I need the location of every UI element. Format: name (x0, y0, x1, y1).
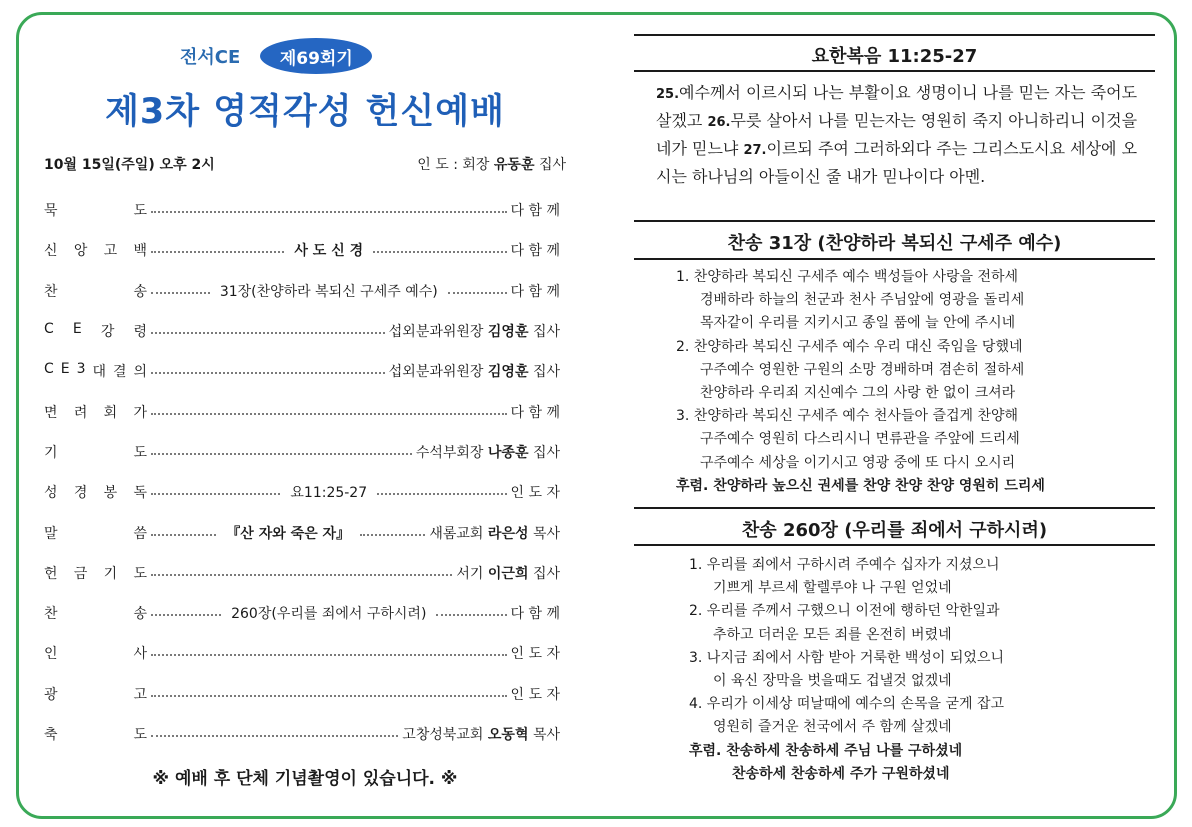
person-name: 이근희 (487, 565, 529, 582)
order-label-char: 기 (103, 565, 118, 582)
order-label (44, 200, 147, 220)
org-name: 전서CE (180, 47, 241, 68)
order-label-char: 앙 (73, 243, 88, 260)
photo-note: ※ 예배 후 단체 기념촬영이 있습니다. ※ (152, 769, 458, 789)
dot-leader (151, 332, 385, 334)
person-role: 다 함 께 (510, 283, 561, 300)
order-item-detail: 요11:25-27 (290, 485, 368, 502)
dot-leader (448, 292, 507, 294)
person-name: 라은성 (487, 525, 529, 542)
order-label (44, 361, 147, 381)
order-label (44, 643, 147, 663)
person-role: 수석부회장 (415, 444, 484, 461)
dot-leader (360, 534, 425, 536)
order-label-char: 의 (133, 364, 147, 381)
order-label-char: 성 (44, 485, 58, 502)
person-name: 김영훈 (487, 364, 529, 381)
order-label-char: 경 (73, 485, 88, 502)
session-badge: 제69회기 (260, 38, 372, 74)
dot-leader (151, 211, 507, 213)
person-role: 다 함 께 (510, 404, 560, 421)
order-row (44, 674, 560, 714)
person-role: 다 함 께 (510, 243, 561, 260)
leader-prefix: 인 도 : 회장 (417, 157, 490, 173)
dot-leader (151, 654, 507, 656)
order-item-detail: 260장(우리를 죄에서 구하시려) (231, 606, 427, 623)
person-title: 집사 (532, 444, 560, 461)
order-row (44, 190, 560, 230)
order-label-char: 독 (133, 485, 147, 502)
order-person (511, 482, 560, 502)
divider-line (634, 258, 1155, 260)
person-title: 목사 (532, 525, 561, 542)
order-label-char: 금 (73, 565, 88, 582)
lyric-line: 경배하라 하늘의 천군과 천사 주님앞에 영광을 돌리세 (700, 292, 1025, 309)
person-name: 김영훈 (487, 324, 529, 341)
order-person (511, 684, 560, 704)
order-label-char: 헌 (44, 565, 58, 582)
lyric-line: 4. 우리가 이세상 떠날때에 예수의 손목을 굳게 잡고 (689, 696, 1004, 713)
service-title: 제3차 영적각성 헌신예배 (105, 92, 505, 132)
person-role: 섭외분과위원장 (388, 324, 484, 341)
order-label-char: 송 (133, 283, 147, 300)
order-person (456, 563, 560, 583)
order-row (44, 472, 560, 512)
order-label-char: 축 (44, 727, 58, 743)
order-item-detail: 31장(찬양하라 복되신 구세주 예수) (219, 283, 438, 300)
divider-line (634, 544, 1155, 546)
order-person (511, 402, 560, 422)
refrain-line: 찬송하세 찬송하세 주가 구원하셨네 (732, 765, 950, 782)
order-label-char: 도 (133, 727, 147, 743)
order-row (44, 230, 560, 270)
order-label (44, 321, 147, 341)
order-label-char: C (44, 361, 54, 378)
lyric-line: 1. 찬양하라 복되신 구세주 예수 백성들아 사랑을 전하세 (676, 269, 1019, 285)
person-role: 인 도 자 (510, 646, 560, 663)
order-label-char: 찬 (44, 606, 58, 623)
dot-leader (436, 614, 506, 616)
lyric-line: 찬양하라 우리죄 지신예수 그의 사랑 한 없이 크셔라 (700, 385, 1016, 402)
order-label (44, 684, 147, 704)
order-label-char: 묵 (44, 203, 58, 220)
order-label-char: 도 (133, 565, 147, 582)
order-person (389, 321, 560, 341)
lyric-line: 구주예수 영원히 다스리시니 면류관을 주앞에 드리세 (700, 431, 1020, 448)
order-label-char: 결 (112, 364, 127, 381)
order-label-char: 강 (100, 324, 115, 341)
order-label-char: E (72, 321, 82, 338)
header-top-row (180, 38, 372, 74)
dot-leader (151, 292, 210, 294)
order-person (511, 240, 560, 260)
order-row (44, 351, 560, 391)
leader-suffix: 집사 (538, 157, 566, 173)
order-label-char: 고 (133, 686, 147, 703)
person-title: 목사 (532, 727, 560, 743)
order-person (511, 643, 560, 663)
order-row (44, 311, 560, 351)
lyric-line: 3. 나지금 죄에서 사함 받아 거룩한 백성이 되었으니 (689, 649, 1004, 666)
order-row (44, 391, 560, 431)
order-row (44, 553, 560, 593)
leader-name: 유동훈 (493, 157, 535, 173)
verse-text: 이르되 주여 그러하외다 주는 그리스도시요 세상에 오시는 하나님의 아들이신 줄 내가 믿나이다 아멘. (656, 139, 1138, 186)
order-label (44, 482, 147, 502)
order-label (44, 281, 147, 301)
lyric-line: 기쁘게 부르세 할렐루야 나 구원 얻었네 (713, 580, 952, 597)
order-label-char: 인 (44, 646, 58, 663)
order-label-char: 백 (133, 243, 147, 260)
dot-leader (151, 695, 507, 697)
order-label-char: 도 (133, 444, 147, 461)
person-role: 고창성북교회 (402, 727, 484, 743)
order-label-char: 가 (133, 404, 147, 421)
order-label-char: 말 (44, 525, 58, 542)
lyric-line: 구주예수 세상을 이기시고 영광 중에 또 다시 오시리 (700, 454, 1016, 471)
order-label (44, 724, 147, 744)
order-label-char: 려 (73, 404, 88, 421)
lyric-line: 2. 찬양하라 복되신 구세주 예수 우리 대신 죽임을 당했네 (676, 338, 1023, 355)
order-label (44, 402, 147, 422)
person-title: 집사 (532, 324, 560, 341)
dot-leader (151, 453, 412, 455)
order-person (511, 603, 560, 623)
verse-number: 27. (743, 143, 767, 158)
order-label (44, 603, 147, 623)
order-label-char: 대 (92, 364, 106, 381)
lyric-line: 이 육신 장막을 벗을때도 겁낼것 없겠네 (713, 673, 952, 690)
order-of-service (44, 190, 560, 754)
order-label-char: 령 (133, 324, 147, 341)
lyric-line: 구주예수 영원한 구원의 소망 경배하며 겸손히 절하세 (700, 361, 1025, 378)
person-name: 오동혁 (487, 727, 529, 743)
order-label-char: 3 (76, 361, 86, 378)
hymn31-title: 찬송 31장 (찬양하라 복되신 구세주 예수) (727, 233, 1062, 254)
order-row (44, 714, 560, 754)
order-label-char: 신 (44, 243, 58, 260)
lyric-line: 영원히 즐거운 천국에서 주 함께 살겠네 (713, 719, 952, 736)
order-label (44, 563, 147, 583)
order-label (44, 442, 147, 462)
service-info (44, 154, 566, 178)
verse-text: 무릇 살아서 나를 믿는자는 영원히 죽지 아니하리니 이것을 네가 믿느냐 (656, 111, 1138, 158)
order-label-char: 씀 (133, 525, 147, 542)
lyric-line: 목자같이 우리를 지키시고 종일 품에 늘 안에 주시네 (700, 315, 1016, 332)
person-role: 다 함 께 (510, 203, 560, 220)
order-label-char: 봉 (103, 485, 118, 502)
verse-number: 26. (707, 115, 731, 130)
scripture-title: 요한복음 11:25-27 (811, 46, 978, 67)
dot-leader (151, 372, 385, 374)
person-title: 집사 (532, 364, 560, 381)
order-label-char: 회 (103, 404, 118, 421)
order-label (44, 240, 147, 260)
order-row (44, 593, 560, 633)
order-person (511, 200, 560, 220)
hymn31-lyrics (676, 266, 1045, 498)
order-label-char: 고 (103, 243, 118, 260)
refrain-line: 후렴. 찬송하세 찬송하세 주님 나를 구하셨네 (689, 742, 963, 759)
service-leader (417, 154, 566, 174)
dot-leader (151, 493, 280, 495)
order-label-char: 도 (133, 203, 147, 220)
order-label-char: E (60, 361, 70, 378)
order-label-char: 광 (44, 686, 58, 703)
order-label (44, 523, 147, 543)
service-date-time: 10월 15일(주일) 오후 2시 (44, 157, 215, 173)
lyric-line: 1. 우리를 죄에서 구하시려 주예수 십자가 지셨으니 (689, 557, 1000, 573)
verse-number: 25. (656, 87, 680, 102)
hymn260-title: 찬송 260장 (우리를 죄에서 구하시려) (741, 520, 1048, 541)
person-title: 집사 (532, 565, 560, 582)
order-label-char: 기 (44, 444, 58, 461)
dot-leader (151, 735, 398, 737)
person-role: 다 함 께 (510, 606, 561, 623)
divider-line (634, 70, 1155, 72)
dot-leader (373, 251, 506, 253)
order-label-char: C (44, 321, 54, 338)
dot-leader (151, 251, 284, 253)
person-name: 나종훈 (487, 444, 529, 461)
order-person (429, 523, 560, 543)
dot-leader (377, 493, 506, 495)
lyric-line: 추하고 더러운 모든 죄를 온전히 버렸네 (713, 626, 952, 643)
divider-line (634, 507, 1155, 509)
order-label-char: 찬 (44, 283, 58, 300)
order-row (44, 271, 560, 311)
order-label-char: 송 (133, 606, 147, 623)
order-item-detail: 사 도 신 경 (294, 243, 364, 260)
lyric-line: 3. 찬양하라 복되신 구세주 예수 천사들아 즐겁게 찬양해 (676, 408, 1019, 425)
order-item-detail: 『산 자와 죽은 자』 (226, 525, 351, 542)
order-person (389, 361, 560, 381)
order-row (44, 512, 560, 552)
person-role: 인 도 자 (510, 485, 561, 502)
dot-leader (151, 534, 216, 536)
verse-text: 예수께서 이르시되 나는 부활이요 생명이니 나를 믿는 자는 죽어도 살겠고 (656, 83, 1138, 130)
scripture-text (656, 80, 1146, 190)
order-person (511, 281, 560, 301)
order-person (402, 724, 560, 744)
dot-leader (151, 614, 221, 616)
order-person (416, 442, 560, 462)
person-role: 섭외분과위원장 (388, 364, 484, 381)
hymn260-lyrics (689, 554, 1004, 786)
order-row (44, 633, 560, 673)
dot-leader (151, 574, 452, 576)
person-role: 서기 (456, 565, 484, 582)
divider-line (634, 34, 1155, 36)
dot-leader (151, 413, 507, 415)
order-label-char: 사 (133, 646, 147, 663)
divider-line (634, 220, 1155, 222)
lyric-line: 2. 우리를 주께서 구했으니 이전에 행하던 악한일과 (689, 603, 1000, 620)
person-role: 인 도 자 (510, 686, 560, 703)
refrain-line: 후렴. 찬양하라 높으신 권세를 찬양 찬양 찬양 영원히 드리세 (676, 477, 1045, 494)
person-role: 새롬교회 (429, 525, 484, 542)
order-label-char: 면 (44, 404, 58, 421)
order-row (44, 432, 560, 472)
